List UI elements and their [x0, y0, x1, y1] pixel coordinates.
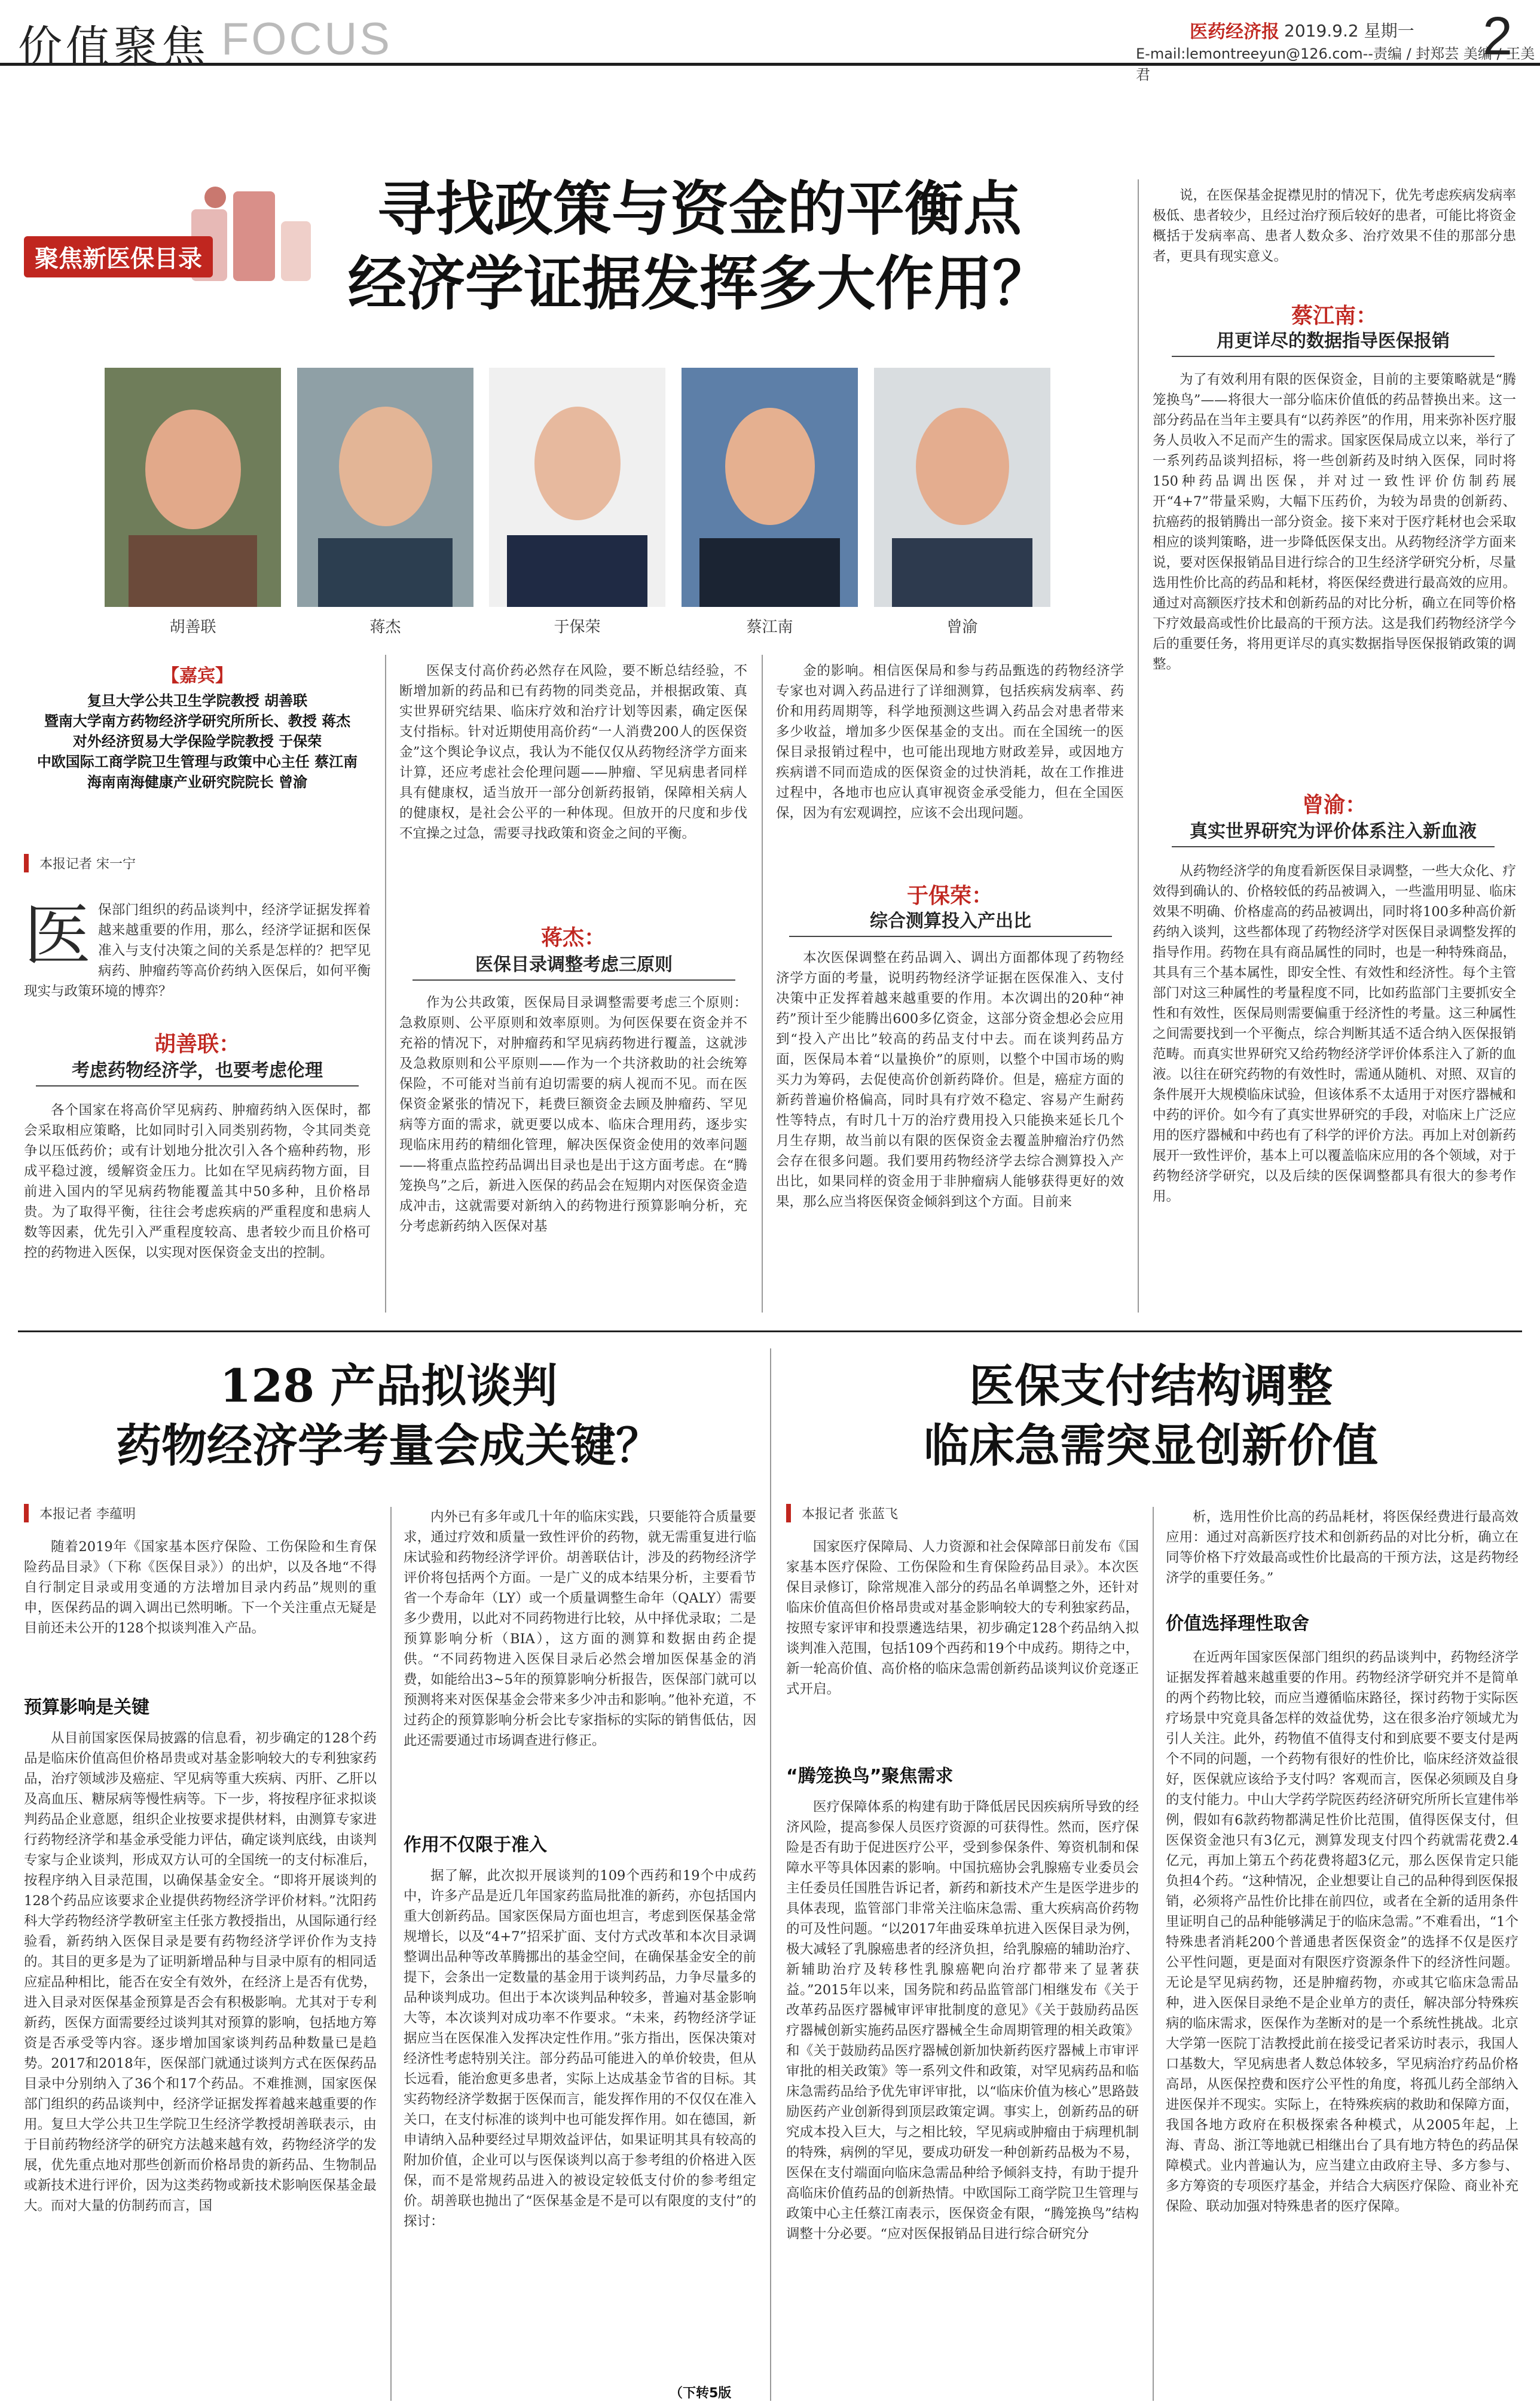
article1-col2-body: [399, 993, 747, 1313]
article2-subhead2: 作用不仅限于准入: [404, 1835, 547, 1855]
article3-title-line1: 医保支付结构调整: [969, 1359, 1333, 1412]
article1-col2-top: [399, 661, 747, 900]
paragraph: 随着2019年《国家基本医疗保险、工伤保险和生育保险药品目录》（下称《医保目录》）的出炉，以及各地“不得自行制定目录或用变通的方法增加目录内药品”规则的重申，医保药品的调入调出已然明晰。下一个关注重点无疑是目前还未公开的128个拟谈判准入产品。: [24, 1539, 377, 1636]
paragraph: 金的影响。相信医保局和参与药品甄选的药物经济学专家也对调入药品进行了详细测算，包括疾病发病率、药价和用药周期等，科学地预测这些调入药品会对患者带来多少收益，增加多少医保基金的支出。而在全国统一的医保目录报销过程中，也可能出现地方财政差异，或因地方疾病谱不同而造成的医保资金的过快消耗，故在工作推进过程中，各地市也应认真审视资金承受能力，但在全国医保，因为有宏观调控，应该不会出现问题。: [776, 663, 1124, 821]
caption-hu: 胡善联: [169, 618, 216, 636]
editor-line: E-mail:lemontreeyun@126.com--责编 / 封郑芸 美编 / 王美君: [1136, 45, 1535, 83]
column-rule: [1153, 1507, 1154, 2401]
paragraph: 从目前国家医保局披露的信息看，初步确定的128个药品是临床价值高但价格昂贵或对基金影响较大的专利独家药品，治疗领域涉及癌症、罕见病等重大疾病、丙肝、乙肝以及高血压、糖尿病等慢性病等。下一步，将按程序征求拟谈判药品企业意愿，组织企业按要求提供材料，由测算专家进行药物经济学和基金承受能力评估，确定谈判底线，由谈判专家与企业谈判，形成双方认可的全国统一的支付标准后，按程序纳入目录范围，以确保基金安全。“即将开展谈判的128个药品应该要求企业提供药物经济学评价材料。”沈阳药科大学药物经济学教研室主任张方教授指出，从国际通行经验看，新药纳入医保目录是要有药物经济学评价作为支持的。其目的更多是为了证明新增品种与目录中原有的相同适应症品种相比，能否在安全有效外，在经济上是否有优势，进入目录对医保基金预算是否会有积极影响。尤其对于专利新药，医保方面需要经过谈判其对预算的影响，包括地方筹资是否承受等内容。逐步增加国家谈判药品种数量已是趋势。2017和2018年，医保部门就通过谈判方式在医保药品目录中分别纳入了36个和17个药品。不难推测，国家医保部门组织的药品谈判中，经济学证据发挥着越来越重要的作用。复旦大学公共卫生学院卫生经济学教授胡善联表示，由于目前药物经济学的研究方法越来越有效，药物经济学的发展，优先重点地对那些创新而价格昂贵的新药品、生物制品或新技术进行评价，因为这类药物或新技术影响医保基金最大。而对大量的仿制药而言，国: [24, 1731, 377, 2214]
article2-col2-body: [404, 1507, 756, 1818]
caption-zeng: 曾渝: [946, 618, 978, 636]
portrait-cai: [682, 368, 858, 607]
continued-note: （下转5版: [670, 2386, 732, 2401]
article2-title-line2: 药物经济学考量会成关键？: [116, 1419, 661, 1472]
article2-reporter: 本报记者 李蕴明: [24, 1504, 136, 1522]
paper-logo: 医药经济报: [1190, 22, 1279, 42]
article2-lead: [24, 1537, 377, 1680]
drop-cap: 医: [24, 900, 91, 975]
speaker-hu-subhead: 考虑药物经济学，也要考虑伦理: [36, 1055, 359, 1087]
caption-yu: 于保荣: [554, 618, 601, 636]
guest-item: 对外经济贸易大学保险学院教授 于保荣: [72, 733, 322, 750]
speaker-zeng: 曾渝：: [1301, 792, 1367, 817]
caption-jiang: 蒋杰: [369, 618, 401, 636]
paragraph: 在近两年国家医保部门组织的药品谈判中，药物经济学证据发挥着越来越重要的作用。药物经济学研究并不是简单的两个药物比较，而应当遵循临床路径，探讨药物于实际医疗场景中究竟具备怎样的效益优势，这在很多治疗领域尤为引人关注。此外，药物值不值得支付和到底要不要支付是两个不同的问题，一个药物有很好的性价比，临床经济效益很好，医保就应该给予支付吗？客观而言，医保必须顾及自身的支付能力。中山大学药学院医药经济研究所所长宣建伟举例，假如有6款药物都满足性价比范围，值得医保支付，但医保资金池只有3亿元，测算发现支付四个药就需花费2.4亿元，再加上第五个药花费将超3亿元，那么医保肯定只能负担4个药。“这种情况，企业想要让自己的品种得到医保报销，必须将产品性价比排在前四位，或者在全新的适用条件里证明自己的品种能够满足于的临床急需。”不难看出，“1个特殊患者消耗200个普通患者医保资金”的选择不仅是医疗公平性问题，更是面对有限医疗资源条件下的经济性问题。无论是罕见病药物，还是肿瘤药物，亦或其它临床急需品种，进入医保目录绝不是企业单方的责任，解决部分特殊疾病的临床需求，医保作为垄断对的是一个系统性挑战。北京大学第一医院丁洁教授此前在接受记者采访时表示，我国人口基数大，罕见病患者人数总体较多，罕见病治疗药品价格高昂，从医保控费和医疗公平性的角度，将孤儿药全部纳入进医保并不现实。实际上，在特殊疾病的救助和保障方面，我国各地方政府在积极探索各种模式，从2005年起，上海、青岛、浙江等地就已相继出台了具有地方特色的药品保障模式。业内普遍认为，应当建立由政府主导、多方参与、多方筹资的专项医疗基金，并结合大病医疗保险、商业补充保险、联动加强对特殊患者的医疗保障。: [1166, 1650, 1518, 2214]
speaker-zeng-subhead: 真实世界研究为评价体系注入新血液: [1172, 816, 1495, 847]
caption-cai: 蔡江南: [746, 618, 793, 636]
article2-subhead1: 预算影响是关键: [24, 1697, 149, 1718]
article3-reporter: 本报记者 张蓝飞: [786, 1504, 898, 1522]
portrait-jiang: [297, 368, 473, 607]
article1-col1-body: [24, 1100, 371, 1313]
speaker-jiang-subhead: 医保目录调整考虑三原则: [412, 950, 735, 981]
article1-col3-body: [776, 948, 1124, 1313]
speaker-jiang: 蒋杰：: [540, 925, 606, 950]
article1-title-line2: 经济学证据发挥多大作用？: [347, 249, 1051, 318]
article3-col1-body: [786, 1797, 1139, 2401]
article1-col3-top: [776, 661, 1124, 867]
paragraph: 从药物经济学的角度看新医保目录调整，一些大众化、疗效得到确认的、价格较低的药品被调入，一些滥用明显、临床效果不明确、价格虚高的药品被调出，同时将100多种高价新药纳入谈判，这些都体现了药物经济学对医保目录调整发挥的指导作用。药物在具有商品属性的同时，也是一种特殊商品，其具有三个基本属性，即安全性、有效性和经济性。每个主管部门对这三种属性的考量程度不同，比如药监部门主要抓安全性和有效性，医保局则需要偏重于经济性的考量。这三种属性之间需要找到一个平衡点，综合判断其适不适合纳入医保报销范畴。而真实世界研究又给药物经济学评价体系注入了新的血液。以往在研究药物的有效性时，需通从随机、对照、双盲的条件展开大规模临床试验，但该体系不太适用于对医疗器械和中药的评价。如今有了真实世界研究的手段，对临床上广泛应用的医疗器械和中药也有了科学的评价方法。再加上对创新药展开一致性评价，基本上可以覆盖临床应用的各个领域，对于药物经济学研究，以及后续的医保调整都具有很大的参考作用。: [1153, 863, 1516, 1204]
article1-col4-body2: [1153, 861, 1516, 1313]
article2-col2-body-b: [404, 1866, 756, 2383]
article1-col4-body: [1153, 370, 1516, 777]
article1-col4-top: [1153, 185, 1516, 284]
speaker-cai: 蔡江南：: [1291, 303, 1377, 328]
column-rule: [390, 1507, 392, 2401]
paragraph: 作为公共政策，医保局目录调整需要考虑三个原则：急救原则、公平原则和效率原则。为何医保要在资金并不充裕的情况下，对肿瘤药和罕见病药物进行覆盖，这就涉及急救原则和公平原则——作为一个共济救助的社会统筹保险，不可能对当前有迫切需要的病人视而不见。而在医保资金紧张的情况下，耗费巨额资金去顾及肿瘤药、罕见病等方面的需求，就更要以成本、临床合理用药，逐步实现临床用药的精细化管理，解决医保资金使用的效率问题——将重点监控药品调出目录也是出于这方面考虑。在“腾笼换鸟”之后，新进入医保的药品会在短期内对医保资金造成冲击，这就需要对新纳入的药物进行预算影响分析，充分考虑新药纳入医保对基: [399, 995, 747, 1234]
paragraph: 本次医保调整在药品调入、调出方面都体现了药物经济学方面的考量，说明药物经济学证据在医保准入、支付决策中正发挥着越来越重要的作用。本次调出的20种“神药”预计至少能腾出600多亿资金，这部分资金想必会应用到“投入产出比”较高的药品支付中去。而在谈判药品方面，医保局本着“以量换价”的原则，以整个中国市场的购买力为筹码，去促使高价创新药降价。但是，癌症方面的新药普遍价格偏高，同时具有疗效不稳定、容易产生耐药性等特点，有时几十万的治疗费用投入只能换来延长几个月生存期，故当前以有限的医保资金去覆盖肿瘤治疗仍然会存在很多问题。我们要用药物经济学去综合测算投入产出比，如果同样的资金用于非肿瘤病人能够获得更好的效果，那么应当将医保资金倾斜到这个方面。目前来: [776, 950, 1124, 1210]
paragraph: 析，选用性价比高的药品耗材，将医保经费进行最高效应用：通过对高新医疗技术和创新药品的对比分析，确立在同等价格下疗效最高或性价比最高的干预方法，这是药物经济学的重要任务。”: [1166, 1509, 1518, 1586]
guest-item: 复旦大学公共卫生学院教授 胡善联: [87, 692, 308, 709]
paragraph: 内外已有多年或几十年的临床实践，只要能符合质量要求，通过疗效和质量一致性评价的药物，就无需重复进行临床试验和药物经济学评价。胡善联估计，涉及的药物经济学评价将包括两个方面。一是广义的成本结果分析，主要看节省一个寿命年（LY）或一个质量调整生命年（QALY）需要多少费用，以此对不同药物进行比较，从中择优录取；二是预算影响分析（BIA），这方面的测算和数据由药企提供。“不同药物进入医保目录后必然会增加医保基金的消费，如能给出3~5年的预算影响分析报告，医保部门就可以预测将来对医保基金会带来多少冲击和影响。”他补充道，不过药企的预算影响分析会比专家指标的实际的销售低估，因此还需要通过市场调查进行修正。: [404, 1509, 756, 1748]
column-rule: [385, 655, 386, 1313]
portrait-yu: [489, 368, 665, 607]
topic-tag: 聚焦新医保目录: [24, 236, 213, 277]
article1-title-line1: 寻找政策与资金的平衡点: [377, 175, 1022, 243]
article3-title-line2: 临床急需突显创新价值: [924, 1419, 1378, 1472]
guest-item: 海南南海健康产业研究院院长 曾渝: [87, 774, 308, 791]
section-subtitle: FOCUS: [221, 14, 392, 65]
guest-item: 暨南大学南方药物经济学研究所所长、教授 蒋杰: [44, 713, 351, 730]
section-divider: [18, 1330, 1522, 1332]
speaker-yu: 于保荣：: [906, 883, 993, 908]
article3-subhead1: “腾笼换鸟”聚焦需求: [786, 1766, 954, 1787]
speaker-cai-subhead: 用更详尽的数据指导医保报销: [1172, 326, 1495, 357]
speaker-hu: 胡善联：: [154, 1031, 240, 1057]
article2-title-line1: 128 产品拟谈判: [219, 1359, 558, 1412]
portrait-zeng: [874, 368, 1050, 607]
issue-date: 2019.9.2 星期一: [1284, 21, 1414, 41]
article3-lead: [786, 1537, 1139, 1749]
article3-col2-top: [1166, 1507, 1518, 1597]
column-rule: [1138, 179, 1139, 1313]
portrait-hu: [105, 368, 281, 607]
article3-col2-body: [1166, 1647, 1518, 2401]
article2-col1-body: [24, 1728, 377, 2401]
speaker-yu-subhead: 综合测算投入产出比: [789, 906, 1112, 937]
paragraph: 说，在医保基金捉襟见肘的情况下，优先考虑疾病发病率极低、患者较少，且经过治疗预后较好的患者，可能比将资金概括于发病率高、患者人数众多、治疗效果不佳的那部分患者，更具有现实意义。: [1153, 188, 1516, 264]
guest-item: 中欧国际工商学院卫生管理与政策中心主任 蔡江南: [36, 753, 358, 770]
guest-list: [24, 691, 371, 792]
column-rule: [770, 1348, 771, 2401]
article1-reporter: 本报记者 宋一宁: [24, 854, 136, 872]
paragraph: 据了解，此次拟开展谈判的109个西药和19个中成药中，许多产品是近几年国家药监局批准的新药，亦包括国内重大创新药品。国家医保局方面也坦言，考虑到医保基金常规增长，以及“4+7”招采扩面、支付方式改革和本次目录调整调出品种等改革腾挪出的基金空间，在确保基金安全的前提下，会条出一定数量的基金用于谈判药品，力争尽量多的品种谈判成功。但出于本次谈判品种较多，普遍对基金影响大等，本次谈判对成功率不作要求。“未来，药物经济学证据应当在医保准入发挥决定性作用。”张方指出，医保决策对经济性考虑特别关注。部分药品可能进入的单价较贵，但从长远看，能治愈更多患者，实际上达成基金节省的目标。其实药物经济学数据于医保而言，能发挥作用的不仅仅在准入关口，在支付标准的谈判中也可能发挥作用。如在德国，新申请纳入品种要经过早期效益评估，如果证明其具有较高的附加价值，企业可以与医保谈判以高于参考组的价格进入医保，而不是常规药品进入的被设定较低支付价的参考组定价。胡善联也抛出了“医保基金是不是可以有限度的支付”的探讨：: [404, 1868, 756, 2229]
paragraph: 各个国家在将高价罕见病药、肿瘤药纳入医保时，都会采取相应策略，比如同时引入同类别药物，令其同类竞争以压低药价；或有计划地分批次引入各个癌种药物，形成平稳过渡，缓解资金压力。比如在罕见病药物方面，目前进入国内的罕见病药物能覆盖其中50多种，且价格昂贵。为了取得平衡，往往会考虑疾病的严重程度和患病人数等因素，优先引入严重程度较高、患者较少而且价格可控的药物进入医保，以实现对医保资金支出的控制。: [24, 1103, 371, 1261]
page-number: 2: [1483, 7, 1513, 66]
paragraph: 医疗保障体系的构建有助于降低居民因疾病所导致的经济风险，提高参保人员医疗资源的可获得性。然而，医疗保险是否有助于促进医疗公平，受到参保条件、筹资机制和保障水平等具体因素的影响。中国抗癌协会乳腺癌专业委员会主任委员任国胜告诉记者，新药和新技术产生是医学进步的具体表现，监管部门非常关注临床急需、重大疾病高价药物的可及性问题。“以2017年曲妥珠单抗进入医保目录为例，极大减轻了乳腺癌患者的经济负担，给乳腺癌的辅助治疗、新辅助治疗及转移性乳腺癌靶向治疗都带来了显著获益。”2015年以来，国务院和药品监管部门相继发布《关于改革药品医疗器械审评审批制度的意见》《关于鼓励药品医疗器械创新实施药品医疗器械全生命周期管理的相关政策》和《关于鼓励药品医疗器械创新加快新药医疗器械上市审评审批的相关政策》等一系列文件和政策，对罕见病药品和临床急需药品给予优先审评审批，以“临床价值为核心”思路鼓励医药产业创新得到顶层政策定调。事实上，创新药品的研究成本投入巨大，与之相比较，罕见病或肿瘤由于病理机制的特殊，病例的罕见，要成功研发一种创新药品极为不易，医保在支付端面向临床急需品种给予倾斜支持，有助于提升高临床价值药品的创新热情。中欧国际工商学院卫生管理与政策中心主任蔡江南表示，医保资金有限，“腾笼换鸟”结构调整十分必要。“应对医保报销品目进行综合研究分: [786, 1799, 1139, 2242]
paragraph: 为了有效利用有限的医保资金，目前的主要策略就是“腾笼换鸟”——将很大一部分临床价值低的药品替换出来。这一部分药品在当年主要具有“以药养医”的作用，用来弥补医疗服务人员收入不足而产生的需求。国家医保局成立以来，举行了一系列药品谈判招标，将一些创新药及时纳入医保，同时将150种药品调出医保，并对过一致性评价仿制药展开“4+7”带量采购，大幅下压药价，为较为昂贵的创新药、抗癌药的报销腾出一部分资金。接下来对于医疗耗材也会采取相应的谈判策略，进一步降低医保支出。从药物经济学方面来说，要对医保报销品目进行综合的卫生经济学研究分析，尽量选用性价比高的药品和耗材，将医保经费进行最高效的应用。通过对高额医疗技术和创新药品的对比分析，确立在同等价格下疗效最高或性价比最高的干预方法。这是我们药物经济学今后的重要任务，将用更详尽的真实数据指导医保报销政策的调整。: [1153, 372, 1516, 672]
lead-text: 保部门组织的药品谈判中，经济学证据发挥着越来越重要的作用，那么，经济学证据和医保准入与支付决策之间的关系是怎样的？把罕见病药、肿瘤药等高价药纳入医保后，如何平衡现实与政策环境的博弈？: [24, 902, 371, 999]
column-rule: [762, 655, 763, 1313]
article3-subhead2: 价值选择理性取舍: [1166, 1613, 1309, 1634]
article1-lead: [24, 900, 371, 1005]
paragraph: 国家医疗保障局、人力资源和社会保障部日前发布《国家基本医疗保险、工伤保险和生育保险药品目录》。本次医保目录修订，除常规准入部分的药品名单调整之外，还针对临床价值高但价格昂贵或对基金影响较大的专利独家药品，按照专家评审和投票遴选结果，初步确定128个药品纳入拟谈判准入范围，包括109个西药和19个中成药。期待之中，新一轮高价值、高价格的临床急需创新药品谈判议价竞逐正式开启。: [786, 1539, 1139, 1697]
section-title: 价值聚焦: [18, 22, 209, 73]
paragraph: 医保支付高价药必然存在风险，要不断总结经验，不断增加新的药品和已有药物的同类竞品，并根据政策、真实世界研究结果、临床疗效和治疗计划等因素，确定医保支付指标。针对近期使用高价药“一人消费200人的医保资金”这个舆论争议点，我认为不能仅仅从药物经济学方面来计算，还应考虑社会伦理问题——肿瘤、罕见病患者同样具有健康权，适当放开一部分创新药报销，保障相关病人的健康权，是社会公平的一种体现。但放开的尺度和步伐不宜操之过急，需要寻找政策和资金之间的平衡。: [399, 663, 747, 841]
guest-heading: 【嘉宾】: [161, 666, 233, 686]
